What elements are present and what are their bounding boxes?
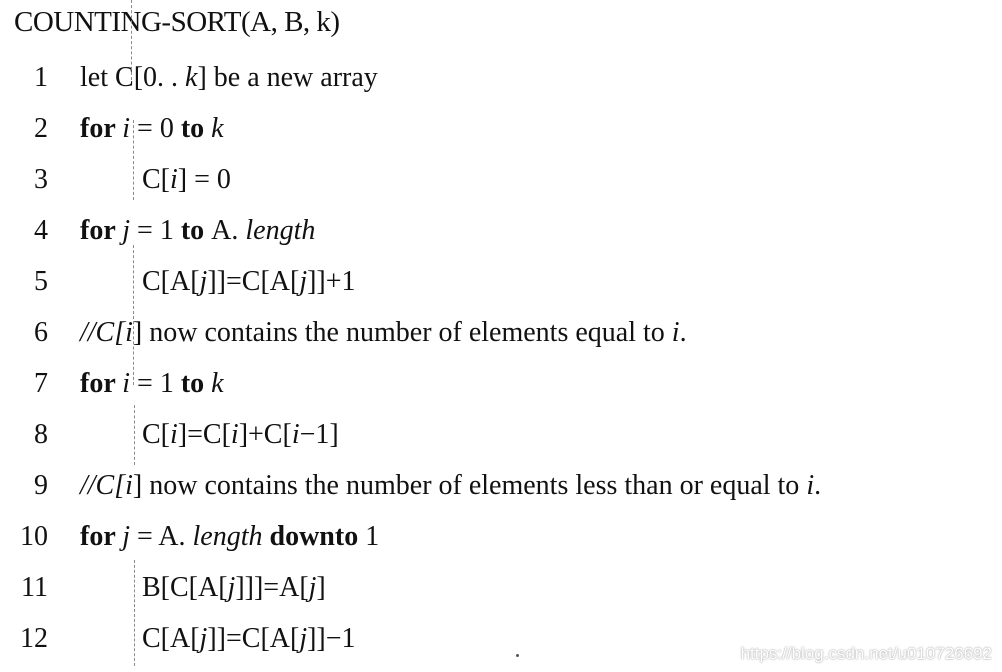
- keyword: for: [80, 215, 123, 246]
- code-text: .: [814, 470, 822, 501]
- italic-term: i: [125, 317, 133, 348]
- italic-term: //C[: [80, 317, 126, 348]
- indent-guide: [134, 405, 135, 465]
- italic-term: j: [199, 623, 208, 654]
- code-text: ] = 0: [177, 164, 231, 195]
- line-code: [80, 62, 378, 94]
- code-text: A.: [211, 215, 246, 246]
- code-text: −1]: [299, 419, 339, 450]
- italic-term: length: [192, 521, 270, 552]
- code-text: ]=C[: [177, 419, 231, 450]
- italic-term: j: [308, 572, 317, 603]
- algorithm-title: [14, 6, 340, 39]
- code-text: ]]=C[A[: [207, 266, 300, 297]
- line-code: [80, 470, 821, 502]
- italic-term: i: [122, 368, 131, 399]
- code-text: ] now contains the number of elements equal to: [132, 317, 672, 348]
- code-text: ] be a new array: [197, 62, 378, 93]
- italic-term: i: [806, 470, 815, 501]
- line-code: [142, 164, 231, 196]
- line-number: 7: [34, 368, 48, 399]
- line-code: [142, 623, 356, 655]
- line-number: 9: [34, 470, 48, 501]
- code-text: ]]−1: [307, 623, 356, 654]
- italic-term: j: [122, 521, 131, 552]
- algorithm-args: (A, B, k): [240, 6, 340, 38]
- code-text: .: [679, 317, 687, 348]
- code-text: C[: [142, 419, 170, 450]
- italic-term: k: [185, 62, 198, 93]
- keyword: to: [180, 215, 212, 246]
- italic-term: j: [199, 266, 208, 297]
- line-number: 3: [34, 164, 48, 195]
- code-text: ] now contains the number of elements less than or equal to: [132, 470, 807, 501]
- code-text: [0. .: [133, 62, 186, 93]
- indent-guide: [134, 560, 135, 666]
- line-code: [80, 521, 379, 553]
- italic-term: i: [122, 113, 131, 144]
- line-number: 8: [34, 419, 48, 450]
- stray-dot: [516, 654, 519, 657]
- indent-guide: [131, 0, 132, 80]
- code-text: let: [80, 62, 115, 93]
- watermark-url: https://blog.csdn.net/u010726692: [740, 644, 992, 663]
- italic-term: k: [211, 368, 224, 399]
- italic-term: length: [245, 215, 316, 246]
- keyword: for: [80, 368, 123, 399]
- code-text: ]+C[: [238, 419, 292, 450]
- keyword: for: [80, 521, 123, 552]
- italic-term: i: [230, 419, 239, 450]
- line-number: 5: [34, 266, 48, 297]
- line-code: [80, 215, 315, 247]
- line-code: [142, 419, 339, 451]
- code-text: ]]=C[A[: [207, 623, 300, 654]
- code-text: C[: [142, 164, 170, 195]
- italic-term: i: [170, 164, 178, 195]
- code-text: 1: [365, 521, 380, 552]
- code-text: B[C[A[: [142, 572, 228, 603]
- line-code: [80, 317, 687, 349]
- code-text: = 0: [130, 113, 181, 144]
- italic-term: j: [122, 215, 131, 246]
- italic-term: //C[: [80, 470, 126, 501]
- italic-term: k: [211, 113, 224, 144]
- keyword: downto: [269, 521, 366, 552]
- line-code: [80, 113, 224, 145]
- code-text: = 1: [130, 368, 181, 399]
- line-number: 4: [34, 215, 48, 246]
- line-code: [80, 368, 224, 400]
- code-text: C[A[: [142, 623, 200, 654]
- indent-guide: [133, 245, 134, 385]
- algorithm-name: COUNTING-SORT: [14, 6, 241, 38]
- code-text: = 1: [130, 215, 181, 246]
- italic-term: i: [125, 470, 133, 501]
- code-text: ]]]=A[: [235, 572, 309, 603]
- code-text: = A.: [130, 521, 193, 552]
- indent-guide: [133, 120, 134, 200]
- line-number: 11: [21, 572, 48, 603]
- italic-term: j: [227, 572, 236, 603]
- line-code: [142, 572, 326, 604]
- code-text: C: [115, 62, 134, 93]
- italic-term: i: [170, 419, 178, 450]
- line-number: 12: [20, 623, 48, 654]
- code-text: C[A[: [142, 266, 200, 297]
- italic-term: i: [291, 419, 300, 450]
- line-code: [142, 266, 356, 298]
- line-number: 1: [34, 62, 48, 93]
- code-text: ]: [316, 572, 326, 603]
- italic-term: j: [299, 266, 308, 297]
- line-number: 6: [34, 317, 48, 348]
- italic-term: j: [299, 623, 308, 654]
- code-text: ]]+1: [307, 266, 356, 297]
- line-number: 10: [20, 521, 48, 552]
- keyword: to: [180, 368, 212, 399]
- keyword: to: [180, 113, 212, 144]
- line-number: 2: [34, 113, 48, 144]
- italic-term: i: [671, 317, 680, 348]
- keyword: for: [80, 113, 123, 144]
